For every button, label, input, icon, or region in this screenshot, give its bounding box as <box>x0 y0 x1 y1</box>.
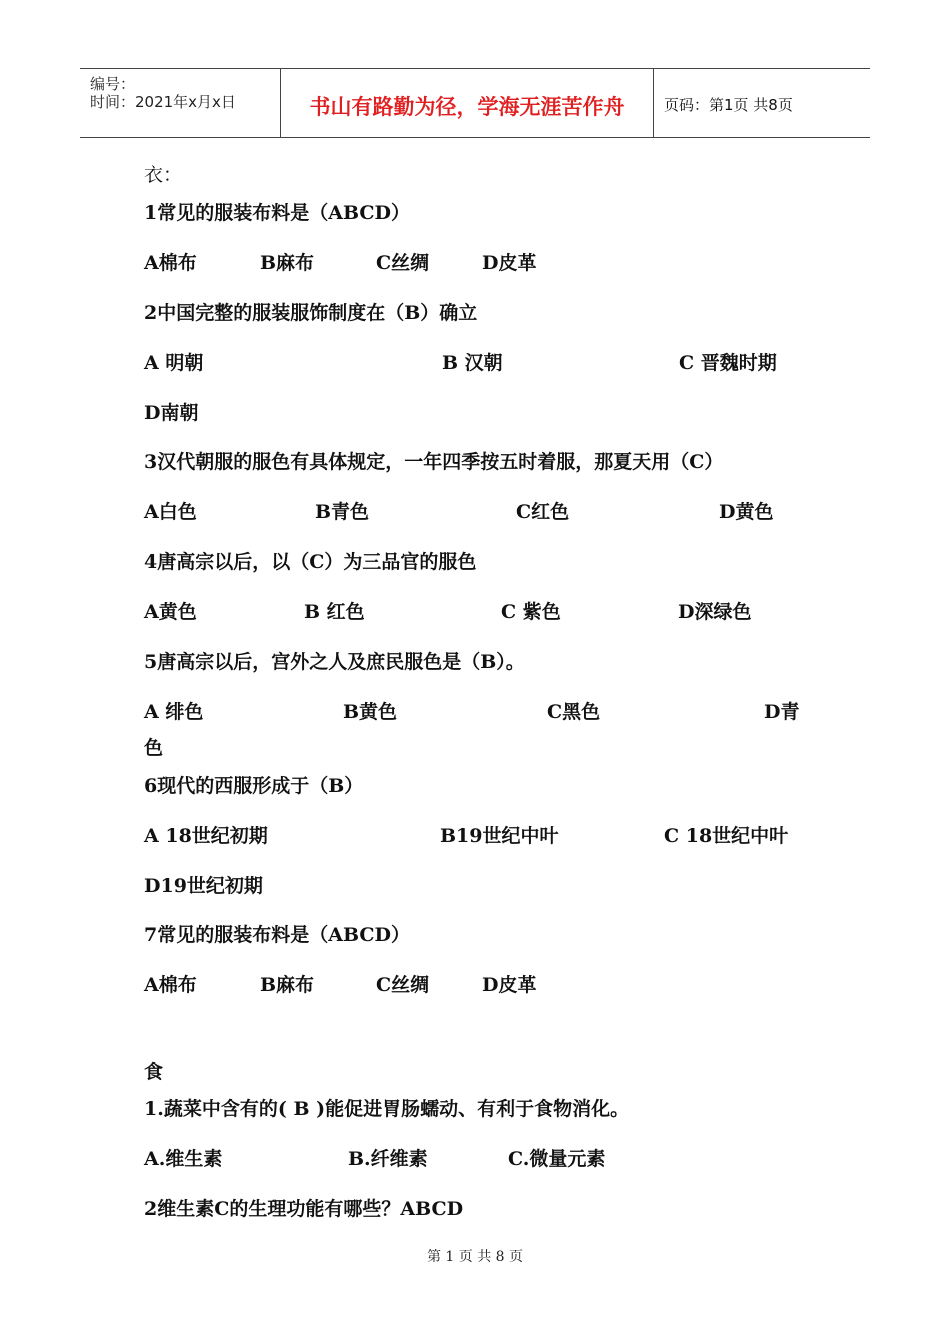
option-c: C黑色 <box>547 701 601 723</box>
option-b: B麻布 <box>260 974 315 996</box>
question-4: 4唐高宗以后，以（C）为三品官的服色 <box>144 551 477 573</box>
option-a: A白色 <box>144 501 197 523</box>
time-label: 时间：2021年x月x日 <box>90 93 236 111</box>
option-c: C红色 <box>516 501 570 523</box>
document-header <box>80 68 870 138</box>
option-b: B19世纪中叶 <box>440 825 559 847</box>
section-title-clothing: 衣： <box>144 164 183 186</box>
header-meta-cell <box>80 69 281 137</box>
header-page-cell <box>654 69 870 137</box>
option-d: D皮革 <box>482 974 537 996</box>
option-b: B青色 <box>315 501 370 523</box>
question-6: 6现代的西服形成于（B） <box>144 775 364 797</box>
option-d: D青 <box>764 701 800 723</box>
option-a: A棉布 <box>144 252 197 274</box>
option-d: D深绿色 <box>678 601 752 623</box>
option-a: A棉布 <box>144 974 197 996</box>
question-1: 1常见的服装布料是（ABCD） <box>144 202 410 224</box>
option-a: A.维生素 <box>144 1148 223 1170</box>
question-food-2: 2维生素C的生理功能有哪些？ABCD <box>144 1198 464 1220</box>
option-a: A黄色 <box>144 601 197 623</box>
question-5: 5唐高宗以后，宫外之人及庶民服色是（B）。 <box>144 651 525 673</box>
option-a: A 绯色 <box>144 701 204 723</box>
option-b: B 红色 <box>304 601 365 623</box>
option-c: C丝绸 <box>376 974 430 996</box>
page-footer: 第 1 页 共 8 页 <box>426 1249 524 1265</box>
option-c: C.微量元素 <box>508 1148 606 1170</box>
option-b: B 汉朝 <box>442 352 503 374</box>
header-motto-cell <box>281 69 654 137</box>
option-c: C 18世纪中叶 <box>664 825 789 847</box>
option-d: D皮革 <box>482 252 537 274</box>
question-7: 7常见的服装布料是（ABCD） <box>144 924 410 946</box>
option-a: A 明朝 <box>144 352 204 374</box>
option-b: B.纤维素 <box>348 1148 428 1170</box>
question-food-1: 1.蔬菜中含有的( B )能促进胃肠蠕动、有利于食物消化。 <box>144 1098 630 1120</box>
option-c: C 晋魏时期 <box>679 352 777 374</box>
option-a: A 18世纪初期 <box>144 825 268 847</box>
option-d-wrap: 色 <box>144 737 164 759</box>
motto-text: 书山有路勤为径，学海无涯苦作舟 <box>309 95 625 119</box>
header-page-label: 页码：第1页 共8页 <box>664 96 793 114</box>
option-b: B黄色 <box>343 701 398 723</box>
question-3: 3汉代朝服的服色有具体规定，一年四季按五时着服，那夏天用（C） <box>144 451 724 473</box>
section-title-food: 食 <box>144 1061 164 1083</box>
number-label: 编号： <box>90 75 136 93</box>
option-b: B麻布 <box>260 252 315 274</box>
option-c: C丝绸 <box>376 252 430 274</box>
option-d: D19世纪初期 <box>144 875 263 897</box>
option-c: C 紫色 <box>501 601 561 623</box>
option-d: D南朝 <box>144 402 199 424</box>
option-d: D黄色 <box>719 501 774 523</box>
question-2: 2中国完整的服装服饰制度在（B）确立 <box>144 302 478 324</box>
